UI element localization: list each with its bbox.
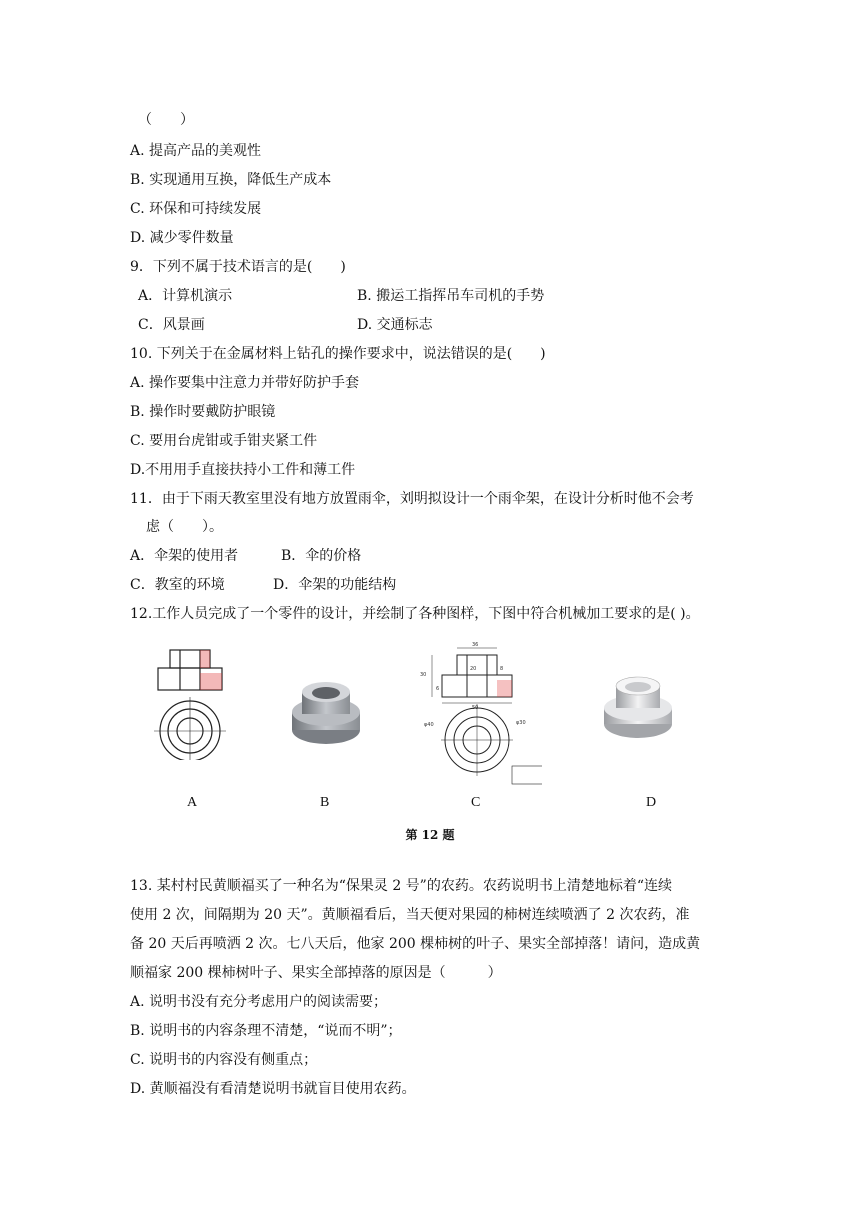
figure-label-b: B [320,795,330,810]
dim-inner: 20 [470,666,477,672]
q9-option-c: C．风景画 [138,317,205,333]
q13-stem-line2: 使用 2 次，间隔期为 20 天”。黄顺福看后，当天便对果园的柿树连续喷洒了 2 次农药，准 [130,907,690,923]
figure-title: 第 12 题 [405,828,455,842]
q13-option-b: B. 说明书的内容条理不清楚，“说而不明”； [130,1023,402,1039]
q10-stem: 10. 下列关于在金属材料上钻孔的操作要求中，说法错误的是( ) [130,346,546,362]
q13-option-c: C. 说明书的内容没有侧重点； [130,1052,318,1068]
q11-option-c: C．教室的环境 [130,577,225,593]
q8-answer-paren: （ ） [138,112,194,128]
q13-option-d: D. 黄顺福没有看清楚说明书就盲目使用农药。 [130,1081,416,1097]
q9-option-d: D. 交通标志 [357,317,433,333]
q10-option-a: A. 操作要集中注意力并带好防护手套 [130,375,360,391]
q8-option-a: A. 提高产品的美观性 [130,143,262,159]
q11-stem-line1: 11．由于下雨天教室里没有地方放置雨伞，刘明拟设计一个雨伞架，在设计分析时他不会考 [130,491,694,507]
q11-option-a: A．伞架的使用者 [130,548,239,564]
dim-height: 30 [420,672,427,678]
q13-stem-line3: 备 20 天后再喷洒 2 次。七八天后，他家 200 棵柿树的叶子、果实全部掉落！请问，造成黄 [130,936,701,952]
q13-stem-line4: 顺福家 200 棵柿树叶子、果实全部掉落的原因是（ ） [130,965,502,981]
dim-bottom-width: 50 [472,705,479,711]
figure-d-3d-model [600,668,676,748]
q8-option-d: D. 减少零件数量 [130,230,234,246]
q9-option-a: A．计算机演示 [138,288,233,304]
q11-stem-line2: 虑（ ）。 [146,519,223,535]
figure-c-dimensioned-drawing [412,640,542,785]
q8-option-b: B. 实现通用互换，降低生产成本 [130,172,332,188]
q10-option-b: B. 操作时要戴防护眼镜 [130,404,276,420]
q9-option-b: B. 搬运工指挥吊车司机的手势 [357,288,545,304]
q11-option-d: D．伞架的功能结构 [273,577,397,593]
dim-dia-40: φ40 [424,722,434,728]
q13-stem-line1: 13. 某村村民黄顺福买了一种名为“保果灵 2 号”的农药。农药说明书上清楚地标着“连续 [130,878,672,894]
figure-b-3d-model [286,672,366,752]
dim-step: 8 [500,666,504,672]
q10-option-d: D.不用用手直接扶持小工件和薄工件 [130,462,356,478]
q9-stem: 9．下列不属于技术语言的是( ) [130,259,346,275]
q13-option-a: A. 说明书没有充分考虑用户的阅读需要； [130,994,388,1010]
figure-label-a: A [187,795,198,810]
q10-option-c: C. 要用台虎钳或手钳夹紧工件 [130,433,318,449]
figure-label-c: C [471,795,481,810]
dim-dia-30: φ30 [516,720,526,726]
dim-width-top: 36 [472,642,479,648]
q8-option-c: C. 环保和可持续发展 [130,201,262,217]
figure-a-orthographic-view [150,645,240,760]
q11-option-b: B．伞的价格 [281,548,362,564]
figure-label-d: D [646,795,657,810]
q12-stem: 12.工作人员完成了一个零件的设计，并绘制了各种图样，下图中符合机械加工要求的是( )。 [130,606,700,622]
dim-step2: 6 [436,686,440,692]
